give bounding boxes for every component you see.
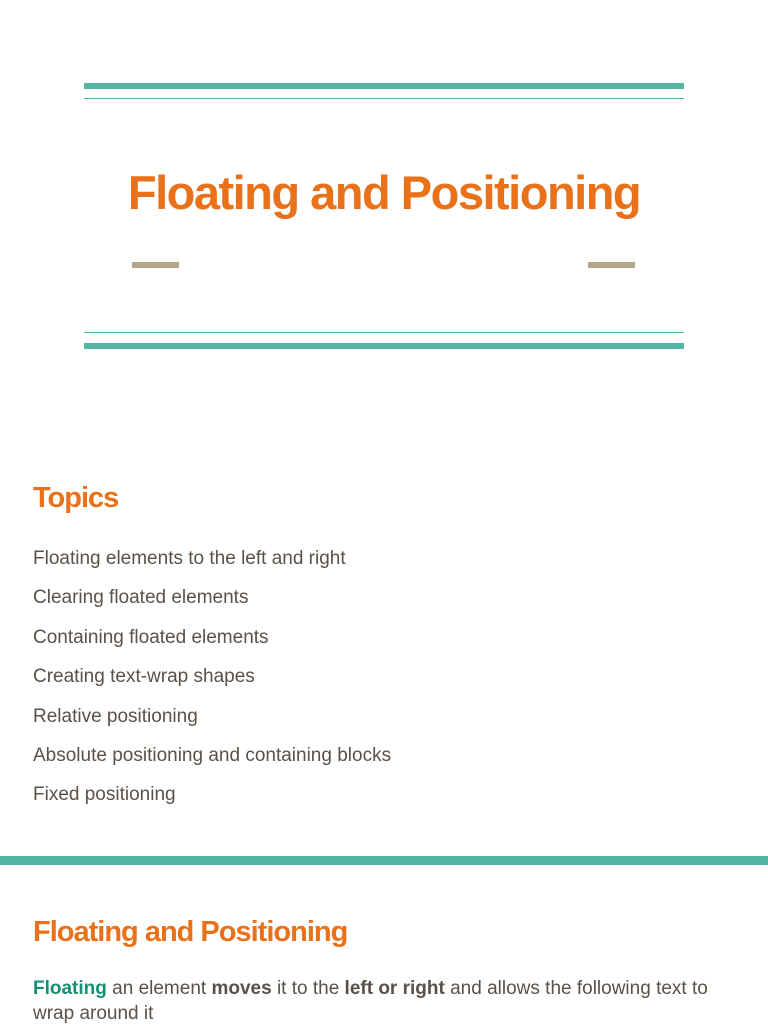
topic-item: Containing floated elements — [33, 626, 269, 648]
keyword-left-or-right: left or right — [344, 978, 445, 999]
body-text-segment: an element — [106, 978, 212, 999]
topic-item: Creating text-wrap shapes — [33, 666, 255, 688]
content-slide — [0, 865, 768, 1024]
body-paragraph — [33, 976, 745, 1024]
topics-heading: Topics — [33, 482, 119, 514]
slide-divider — [0, 856, 768, 865]
keyword-moves: moves — [211, 978, 272, 999]
topic-item: Clearing floated elements — [33, 587, 249, 609]
topic-item: Absolute positioning and containing blocks — [33, 745, 392, 767]
slide-title: Floating and Positioning — [127, 166, 641, 219]
keyword-floating: Floating — [33, 978, 107, 999]
topic-item: Fixed positioning — [33, 784, 176, 806]
bottom-rule-thin — [84, 332, 684, 333]
topic-item: Relative positioning — [33, 705, 198, 727]
bottom-rule-thick — [84, 343, 684, 349]
body-text-segment: and allows the following text to wrap around it — [33, 978, 708, 1024]
content-heading: Floating and Positioning — [33, 916, 348, 948]
top-rule-thick — [84, 83, 684, 89]
topics-list — [33, 539, 391, 815]
topics-slide — [0, 420, 768, 856]
top-rule-thin — [84, 98, 684, 99]
topic-item: Floating elements to the left and right — [33, 548, 346, 569]
right-dash-decoration — [588, 262, 635, 268]
body-text-segment: it to the — [271, 978, 345, 999]
title-slide — [0, 0, 768, 420]
left-dash-decoration — [132, 262, 179, 268]
